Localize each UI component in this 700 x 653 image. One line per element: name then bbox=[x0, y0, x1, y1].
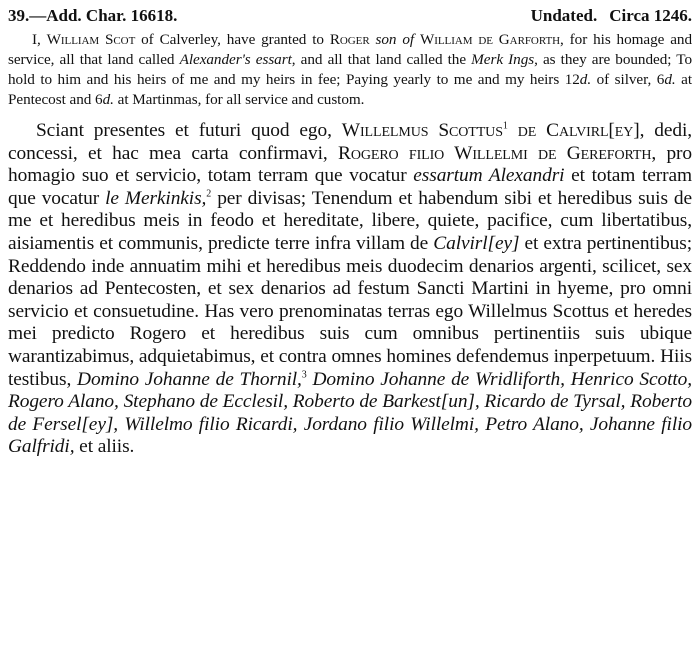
grantor-name: William Scot bbox=[46, 31, 136, 48]
witness-list: Domino Johanne de Wridliforth, Henrico Scotto, Rogero Alano, Stephano de Ecclesil, Roberto de Barkest[un], Ricardo de Tyrsal, Roberto de Fersel[ey], Willelmo filio Ricardi, Jordano filio Willelmi, Petro Alano, Johanne filio Galfridi, bbox=[8, 368, 693, 458]
charter-header bbox=[8, 6, 692, 30]
grantee-father-name: William de Garforth bbox=[419, 31, 561, 48]
charter-reference: Add. Char. 16618. bbox=[46, 6, 178, 25]
date-label: Undated. bbox=[530, 6, 598, 25]
footnote-ref-1: 1 bbox=[502, 120, 508, 132]
footnote-ref-2: 2 bbox=[206, 188, 212, 200]
charter-date bbox=[531, 6, 692, 26]
land-name-essart: Alexander's essart bbox=[179, 51, 292, 68]
witness-list-start: Domino Johanne de Thornil, bbox=[77, 368, 302, 390]
latin-grantee-name: Rogero filio Willelmi de Gereforth bbox=[338, 142, 652, 164]
grantee-name: Roger bbox=[329, 31, 370, 48]
latin-charter-text: Sciant presentes et futuri quod ego, Willelmus Scottus$^1$ de Calvirl[ey], dedi, concessi, et hac mea carta confirmavi, Rogero filio Willelmi de Gereforth, pro homagio suo et servicio, totam terram que vocatur essartum Alexandri et totam terram que vocatur le Merkinkis,$^2$ per divisas; Tenendum et habendum sibi et heredibus suis de me et heredibus meis in feodo et hereditate, libere, quiete, pacifice, cum libertatibus, aisiamentis et communis, predicte terre infra villam de Calvirl[ey] et extra pertinentibus; Reddendo inde annuatim mihi et heredibus meis duodecim denarios argenti, scilicet, sex denarios ad Pentecosten, et sex denarios ad festum Sancti Martini in hyeme, pro omni servicio et consuetudine. Has vero prenominatas terras ego Willelmus Scottus et heredes mei predicto Rogero et heredibus suis cum omnibus pertinentiis suis ubique warantizabimus, adquietabimus, et contra omnes homines defendemus inperpetuum. Hiis testibus, Domino Johanne de Thornil,$^3$ Domino Johanne de Wridliforth, Henrico Scotto, Rogero Alano, Stephano de Ecclesil, Roberto de Barkest[un], Ricardo de Tyrsal, Roberto de Fersel[ey], Willelmo filio Ricardi, Jordano filio Willelmi, Petro Alano, Johanne filio Galfridi, et aliis. bbox=[8, 120, 693, 458]
footnote-ref-3: 3 bbox=[301, 369, 307, 381]
document-page bbox=[8, 6, 692, 459]
english-summary: I, William Scot of Calverley, have granted to Roger son of William de Garforth, for his homage and service, all that land called Alexander's essart, and all that land called the Merk Ings, as they are bounded; To hold to him and his heirs of me and my heirs in fee; Paying yearly to me and my heirs 12d. of silver, 6d. at Pentecost and 6d. at Martinmas, for all service and custom. bbox=[8, 31, 693, 108]
land-name-ings: Merk Ings bbox=[471, 51, 535, 68]
charter-number-and-reference bbox=[8, 6, 177, 26]
charter-number: 39.— bbox=[8, 6, 47, 25]
latin-grantor-name: Willelmus Scottus bbox=[341, 120, 503, 141]
date-value: Circa 1246. bbox=[609, 6, 692, 25]
